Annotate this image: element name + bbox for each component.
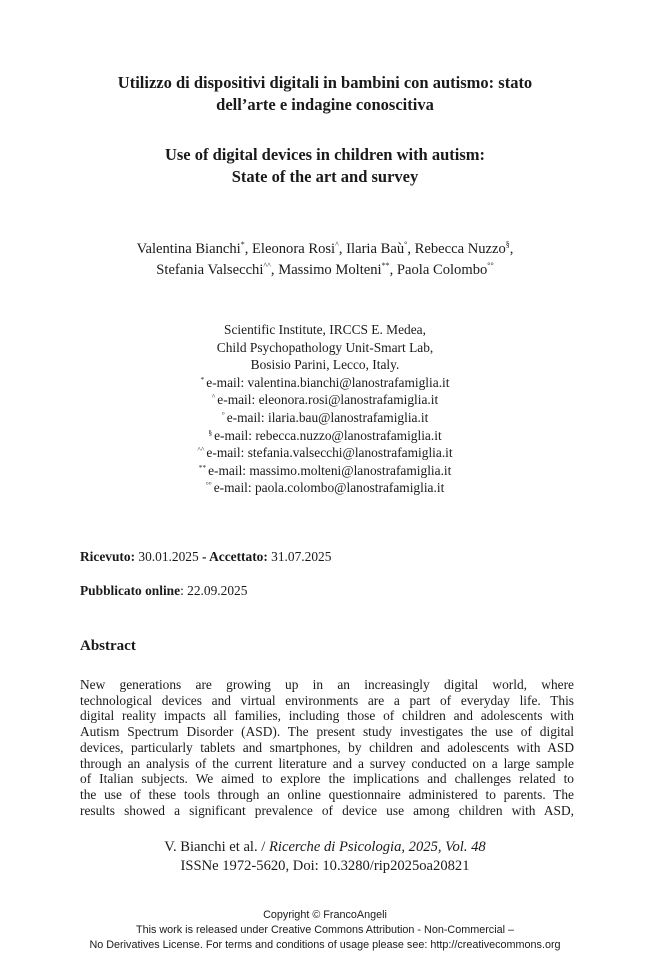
email-address: e-mail: paola.colombo@lanostrafamiglia.it: [213, 480, 445, 496]
email-address: e-mail: valentina.bianchi@lanostrafamiglia.it: [206, 374, 450, 390]
english-title: [0, 144, 650, 188]
italian-title-line: Utilizzo di dispositivi digitali in bambini con autismo: stato: [117, 73, 533, 92]
submission-dates: [80, 549, 331, 565]
english-title-line: State of the art and survey: [231, 167, 419, 186]
affiliation-line: Child Psychopathology Unit-Smart Lab,: [216, 339, 434, 355]
author-list: [0, 239, 650, 281]
email-address: e-mail: rebecca.nuzzo@lanostrafamiglia.it: [214, 427, 442, 443]
author-separator: ,: [389, 262, 397, 278]
abstract-line: digital reality impacts all families, including those of children and adolescents with: [80, 708, 574, 724]
abstract-body: [80, 677, 574, 818]
author-name: Massimo Molteni: [278, 262, 382, 278]
abstract-line: through an analysis of the current literature and a survey conducted on a large sample: [80, 755, 574, 771]
email-address: e-mail: stefania.valsecchi@lanostrafamiglia.it: [206, 445, 453, 461]
received-label: Ricevuto:: [80, 549, 136, 564]
email-address: e-mail: massimo.molteni@lanostrafamiglia.it: [208, 462, 452, 478]
abstract-line: technological devices and virtual environments are a part of everyday life. This: [80, 692, 574, 708]
email-line: [0, 462, 650, 480]
journal-author: V. Bianchi et al. /: [164, 839, 269, 855]
abstract-line: devices, particularly tablets and smartphones, by children and adolescents with ASD: [80, 739, 574, 755]
accepted-label: Accettato:: [206, 549, 268, 564]
copyright-line: Copyright © FrancoAngeli: [263, 909, 387, 921]
copyright-notice: [0, 908, 650, 953]
author-separator: ,: [270, 262, 279, 278]
journal-name: Ricerche di Psicologia, 2025, Vol. 48: [269, 839, 486, 855]
abstract-line: New generations are growing up in an increasingly digital world, where: [80, 677, 574, 692]
email-line: [0, 374, 650, 392]
email-mark: **: [198, 462, 207, 472]
author-mark: ^: [335, 240, 339, 249]
abstract-line: results showed a significant prevalence of device use among children with ASD,: [80, 802, 574, 818]
published-date: : 22.09.2025: [180, 583, 248, 598]
english-title-line: Use of digital devices in children with autism:: [164, 145, 486, 164]
author-name: Ilaria Baù: [346, 241, 405, 257]
author-name: Valentina Bianchi: [136, 241, 241, 257]
affiliation-line: Scientific Institute, IRCCS E. Medea,: [224, 322, 426, 337]
date-separator: -: [202, 549, 207, 564]
author-mark: §: [505, 240, 510, 249]
publication-date: [80, 583, 247, 599]
received-date: 30.01.2025: [135, 549, 202, 564]
italian-title: [0, 72, 650, 116]
author-mark: **: [381, 261, 390, 270]
email-mark: *: [200, 374, 205, 384]
abstract-line: of Italian subjects. We aimed to explore the implications and challenges related to: [80, 771, 574, 787]
email-line: [0, 479, 650, 497]
author-name: Eleonora Rosi: [252, 241, 336, 257]
email-address: e-mail: eleonora.rosi@lanostrafamiglia.it: [217, 392, 439, 408]
author-line: [0, 260, 650, 281]
email-mark: °: [221, 409, 225, 419]
license-line: This work is released under Creative Commons Attribution - Non-Commercial –: [135, 924, 515, 936]
journal-doi: ISSNe 1972-5620, Doi: 10.3280/rip2025oa20821: [180, 858, 470, 874]
author-separator: ,: [407, 241, 415, 257]
email-mark: °°: [205, 480, 212, 490]
email-address: e-mail: ilaria.bau@lanostrafamiglia.it: [226, 409, 429, 425]
journal-line: [0, 838, 650, 857]
author-mark: °°: [487, 261, 494, 270]
email-line: [0, 444, 650, 462]
abstract-line: the use of these tools through an online questionnaire administered to parents. The: [80, 786, 574, 802]
abstract-heading: Abstract: [80, 638, 136, 654]
email-line: [0, 391, 650, 409]
author-mark: *: [240, 240, 245, 249]
author-mark: ^^: [263, 261, 271, 270]
author-line: [0, 239, 650, 260]
accepted-date: 31.07.2025: [267, 549, 332, 564]
author-separator: ,: [509, 241, 514, 257]
email-line: [0, 409, 650, 427]
license-line: No Derivatives License. For terms and conditions of usage please see: http://creativecommons.org: [89, 939, 561, 951]
author-name: Rebecca Nuzzo: [414, 241, 506, 257]
email-mark: ^: [211, 392, 216, 402]
author-mark: °: [404, 240, 408, 249]
email-mark: §: [208, 427, 213, 437]
email-line: [0, 427, 650, 445]
author-separator: ,: [338, 241, 347, 257]
author-name: Paola Colombo: [396, 262, 488, 278]
author-name: Stefania Valsecchi: [156, 262, 264, 278]
affiliation-block: [0, 321, 650, 497]
affiliation-line: Bosisio Parini, Lecco, Italy.: [250, 357, 400, 373]
journal-citation: [0, 838, 650, 876]
abstract-line: Autism Spectrum Disorder (ASD). The present study investigates the use of digital: [80, 724, 574, 740]
author-separator: ,: [244, 241, 253, 257]
italian-title-line: dell’arte e indagine conoscitiva: [216, 95, 434, 114]
email-mark: ^^: [197, 445, 205, 455]
published-label: Pubblicato online: [80, 583, 181, 598]
